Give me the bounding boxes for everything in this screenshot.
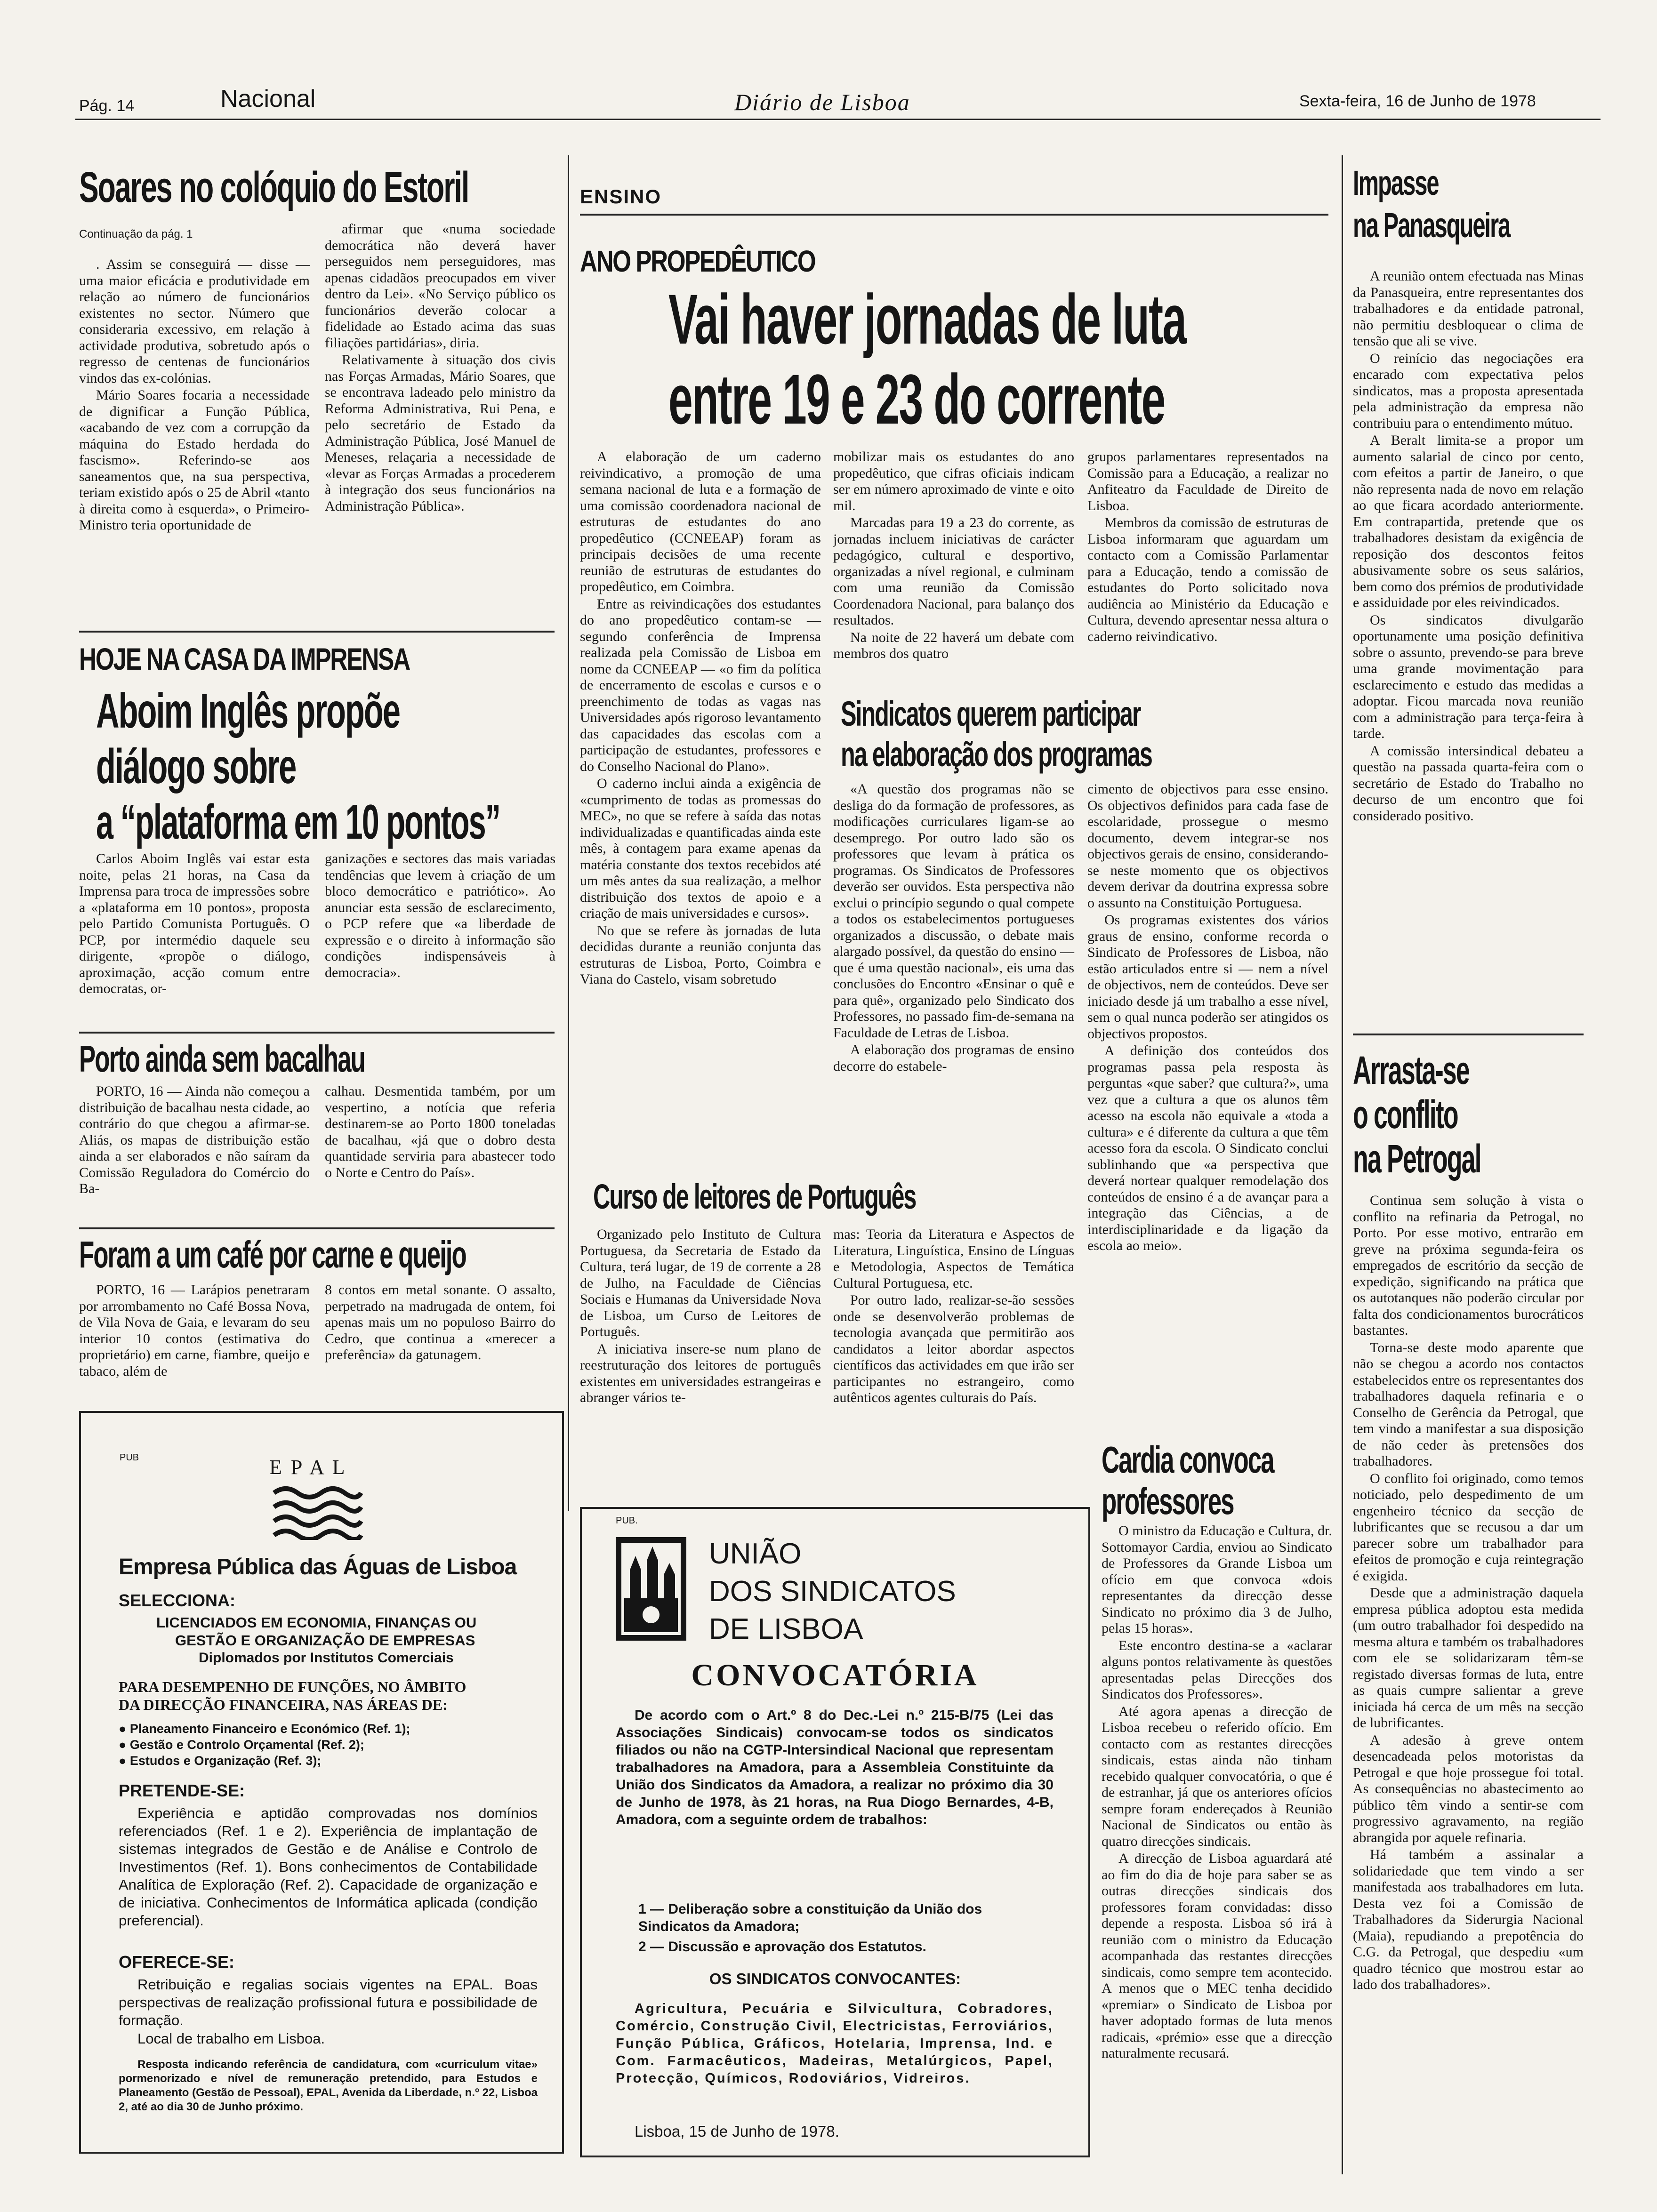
- paragraph: A iniciativa insere-se num plano de reestruturação dos leitores de português existentes em universidades estrangeiras e abranger vários te-: [580, 1341, 821, 1405]
- section-rule: [79, 1227, 555, 1229]
- section-label-ensino: ENSINO: [580, 185, 662, 208]
- aboim-headline-2: diálogo sobre: [96, 739, 296, 794]
- epal-profile-1: LICENCIADOS EM ECONOMIA, FINANÇAS OU: [156, 1614, 477, 1631]
- aboim-headline-1: Aboim Inglês propõe: [96, 684, 400, 738]
- sindicatos-column-1: [833, 781, 1074, 1075]
- epal-pub-label: PUB: [120, 1452, 139, 1463]
- epal-pretende-text: Experiência e aptidão comprovadas nos domínios referenciados (Ref. 1 e 2). Experiência de implantação de sistemas integrados de Gestão e de Análise e Controlo de Investimentos (Ref. 1). Bons conhecimentos de Contabilidade Analítica de Exploração (Ref. 2). Capacidade de organização e de iniciativa. Conhecimentos de Informática aplicada (condição preferencial).: [119, 1805, 538, 1929]
- ensino-column-3: [1087, 449, 1328, 646]
- epal-company: Empresa Pública das Águas de Lisboa: [119, 1555, 517, 1579]
- ensino-kicker: ANO PROPEDÊUTICO: [580, 244, 815, 278]
- epal-ad: [79, 1411, 564, 2154]
- paragraph: afirmar que «numa sociedade democrática não deverá haver perseguidos nem perseguidores, mas apenas cidadãos preocupados em viver dentro da Lei». «No Serviço público os funcionários deverão colocar a fidelidade ao Estado acima das suas filiações partidárias», diria.: [325, 221, 555, 351]
- paragraph: No que se refere às jornadas de luta decididas durante a reunião conjunta das estruturas de Lisboa, Porto, Coimbra e Viana do Castelo, visam sobretudo: [580, 922, 821, 987]
- impasse-text: [1353, 268, 1584, 825]
- section-rule: [79, 1032, 555, 1034]
- paragraph: A Beralt limita-se a propor um aumento salarial de cinco por cento, com efeitos a partir de Janeiro, o que não representa nada de novo em relação ao que ficara acordado anteriormente. Em contrapartida, pretende que os trabalhadores desistam da exigência de reposição dos descontos feitos abusivamente sobre os seus salários, bem como dos prémios de produtividade e assiduidade por eles reivindicados.: [1353, 433, 1584, 610]
- paragraph: Por outro lado, realizar-se-ão sessões onde se desenvolverão problemas de tecnologia avançada que permitirão aos candidatos a leitor abordar aspectos científicos das actividades em que irão ser participantes no estrangeiro, como autênticos agentes culturais do País.: [833, 1292, 1074, 1405]
- paragraph: ganizações e sectores das mais variadas tendências que levem à criação de um bloco democrático e patriótico». Ao anunciar esta sessão de esclarecimento, o PCP refere que «a liberdade de expressão e o direito à informação são condições indispensáveis à democracia».: [325, 851, 555, 980]
- paragraph: 8 contos em metal sonante. O assalto, perpetrado na madrugada de ontem, foi apenas mais um no populoso Bairro do Cedro, que continua a «merecer a preferência» da gatunagem.: [325, 1282, 555, 1362]
- paragraph: Membros da comissão de estruturas de Lisboa informaram que aguardam um contacto com a Comissão Parlamentar para a Educação, tendo a comissão de estudantes do Porto solicitado nova audiência ao Ministério da Educação e Cultura, devendo apresentar nessa altura o caderno reivindicativo.: [1087, 515, 1328, 644]
- porto-column-1: [79, 1083, 310, 1198]
- paragraph: A definição dos conteúdos dos programas passa pela resposta às perguntas «que saber? que cultura?», uma vez que a cultura a que os alunos têm acesso na escola não equivale a «toda a cultura» e é diferente da cultura a que têm acesso fora da escola. O Sindicato conclui sublinhando que «a perspectiva que deverá nortear qualquer remodelação dos conteúdos de ensino é a de avançar para a integração das Ciências, a de interdisciplinaridade e da ligação da escola ao meio».: [1087, 1043, 1328, 1253]
- paragraph: Mário Soares focaria a necessidade de dignificar a Função Pública, «acabando de vez com a corrupção da máquina do Estado herdada do fascismo». Referindo-se aos saneamentos que, na sua perspectiva, teriam existido após o 25 de Abril «tanto à direita como à esquerda», o Primeiro-Ministro teria oportunidade de: [79, 387, 310, 533]
- paragraph: mas: Teoria da Literatura e Aspectos de Literatura, Linguística, Ensino de Línguas e Metodologia, Aspectos de Temática Cultural Portuguesa, etc.: [833, 1226, 1074, 1291]
- section-rule: [580, 214, 1328, 216]
- page-number: Pág. 14: [79, 97, 135, 115]
- sindicatos-column-2: [1087, 781, 1328, 1255]
- petrogal-headline-3: na Petrogal: [1353, 1137, 1481, 1181]
- curso-column-1: [580, 1226, 821, 1407]
- uniao-name-2: DOS SINDICATOS: [709, 1575, 956, 1608]
- epal-resposta: Resposta indicando referência de candidatura, com «curriculum vitae» pormenorizado e nível de remuneração pretendido, para Estudos e Planeamento (Gestão de Pessoal), EPAL, Avenida da Liberdade, n.º 22, Lisboa 2, até ao dia 30 de Junho próximo.: [119, 2058, 538, 2113]
- petrogal-headline-1: Arrasta-se: [1353, 1048, 1469, 1092]
- paragraph: PORTO, 16 — Ainda não começou a distribuição de bacalhau nesta cidade, ao contrário do que chegou a afirmar-se. Aliás, os mapas de distribuição estão ainda a ser elaborados e não saíram da Comissão Reguladora do Comércio do Ba-: [79, 1083, 310, 1196]
- issue-date: Sexta-feira, 16 de Junho de 1978: [1299, 92, 1536, 110]
- paragraph: Torna-se deste modo aparente que não se chegou a acordo nos contactos estabelecidos entre os representantes dos trabalhadores daquela refinaria e o Conselho de Gerência da Petrogal, que tem vindo a manifestar a sua disposição de não ceder às pretensões dos trabalhadores.: [1353, 1339, 1584, 1469]
- convocatoria-date: Lisboa, 15 de Junho de 1978.: [635, 2123, 839, 2140]
- cardia-headline-1: Cardia convoca: [1102, 1439, 1274, 1481]
- epal-diplomas: Diplomados por Institutos Comerciais: [199, 1650, 454, 1666]
- epal-selecciona: SELECCIONA:: [119, 1591, 236, 1610]
- paragraph: A reunião ontem efectuada nas Minas da Panasqueira, entre representantes dos trabalhadores e da entidade patronal, não permitiu desbloquear o clima de tensão que ali se vive.: [1353, 268, 1584, 349]
- intro-date: 30 de Junho de 1978, às 21 horas,: [616, 1777, 1054, 1810]
- aboim-column-2: [325, 851, 555, 982]
- cardia-headline-2: professores: [1102, 1480, 1234, 1522]
- convocatoria-intro: [616, 1707, 1054, 1828]
- soares-column-1: [79, 256, 310, 535]
- paragraph: «A questão dos programas não se desliga do da formação de professores, as modificações curriculares ligam-se ao desemprego. Por outro lado são os professores que levam à prática os programas. Os Sindicatos de Professores deverão ser ouvidos. Esta perspectiva não exclui o princípio segundo o qual compete a todos os estabelecimentos portugueses organizados a discussão, o debate mais alargado possível, da questão do ensino — que é uma questão nacional», eis uma das conclusões do Encontro «Ensinar o quê e para quê», organizado pelo Sindicato dos Professores, no passado fim-de-semana na Faculdade de Letras de Lisboa.: [833, 781, 1074, 1041]
- curso-column-2: [833, 1226, 1074, 1407]
- paragraph: Marcadas para 19 a 23 do corrente, as jornadas incluem iniciativas de carácter pedagógico, cultural e desportivo, organizadas a nível regional, e culminam com uma reunião da Comissão Coordenadora Nacional, para balanço dos resultados.: [833, 515, 1074, 628]
- paragraph: grupos parlamentares representados na Comissão para a Educação, a realizar no Anfiteatro da Faculdade de Direito de Lisboa.: [1087, 449, 1328, 513]
- porto-headline: Porto ainda sem bacalhau: [79, 1038, 365, 1080]
- epal-oferece-heading: OFERECE-SE:: [119, 1952, 235, 1972]
- paragraph: A elaboração dos programas de ensino decorre do estabele-: [833, 1042, 1074, 1074]
- soares-column-2: [325, 221, 555, 515]
- paragraph: Os sindicatos divulgarão oportunamente uma posição definitiva sobre o assunto, prevendo-se para breve uma grande movimentação para esclarecimento e estudo das medidas a adoptar. Ficou marcada nova reunião com a administração para terça-feira à tarde.: [1353, 612, 1584, 741]
- sindicatos-headline-2: na elaboração dos programas: [841, 735, 1152, 774]
- petrogal-headline-2: o conflito: [1353, 1092, 1458, 1137]
- agenda-item-1: 1 — Deliberação sobre a constituição da União dos Sindicatos da Amadora;: [638, 1901, 982, 1934]
- list-item: ● Planeamento Financeiro e Económico (Ref. 1);: [119, 1722, 410, 1736]
- epal-oferece-text: Retribuição e regalias sociais vigentes na EPAL. Boas perspectivas de realização profissional futura e possibilidade de formação.: [119, 1976, 538, 2028]
- paragraph: Este encontro destina-se a «aclarar alguns pontos relativamente às questões apresentadas pelas Direcções dos Sindicatos dos Professores».: [1102, 1637, 1332, 1702]
- convocantes-list: Agricultura, Pecuária e Silvicultura, Cobradores, Comércio, Construção Civil, Electricistas, Ferroviários, Função Pública, Gráficos, Hotelaria, Imprensa, Ind. e Com. Farmacêuticos, Madeiras, Metalúrgicos, Papel, Protecção, Químicos, Rodoviários, Vidreiros.: [616, 2001, 1054, 2086]
- paragraph: O ministro da Educação e Cultura, dr. Sottomayor Cardia, enviou ao Sindicato de Professores da Grande Lisboa um ofício em que convoca «dois representantes da direcção desse Sindicato no próximo dia 3 de Julho, pelas 15 horas».: [1102, 1523, 1332, 1636]
- uniao-name-1: UNIÃO: [709, 1538, 802, 1570]
- uniao-ad: [580, 1507, 1090, 2157]
- paragraph: mobilizar mais os estudantes do ano propedêutico, que cifras oficiais indicam ser em número aproximado de vinte e oito mil.: [833, 449, 1074, 513]
- intro-lead: De acordo com o Art.º 8 do Dec.-Lei n.º 215-B/75 (Lei das Associações Sindicais) convocam-se todos os sindicatos filiados ou não na CGTP-Intersindical Nacional que representam trabalhadores na Amadora, para a Assembleia Constituinte da União dos Sindicatos da Amadora, a realizar no próximo dia: [616, 1707, 1054, 1793]
- list-item-text: Gestão e Controlo Orçamental (Ref. 2);: [129, 1738, 364, 1752]
- uniao-pub-label: PUB.: [616, 1515, 638, 1526]
- cardia-text: [1102, 1523, 1332, 2063]
- aboim-column-1: [79, 851, 310, 998]
- ensino-column-1: [580, 449, 821, 989]
- cafe-column-2: [325, 1282, 555, 1364]
- list-item: ● Estudos e Organização (Ref. 3);: [119, 1754, 322, 1768]
- epal-profile-2: GESTÃO E ORGANIZAÇÃO DE EMPRESAS: [175, 1632, 475, 1649]
- epal-funcoes-1: PARA DESEMPENHO DE FUNÇÕES, NO ÂMBITO: [119, 1678, 467, 1695]
- paragraph: cimento de objectivos para esse ensino. Os objectivos definidos para cada fase de escolaridade, prossegue o mesmo documento, devem integrar-se nos objectivos gerais de ensino, considerando-se neste momento que os objectivos devem derivar da doutrina expressa sobre o assunto na Constituição Portuguesa.: [1087, 781, 1328, 911]
- column-rule: [568, 155, 569, 1511]
- section-name: Nacional: [220, 85, 316, 112]
- paragraph: A elaboração de um caderno reivindicativo, a promoção de uma semana nacional de luta e a formação de uma comissão coordenadora nacional de estruturas de estudantes do ano propedêutico (CCNEEAP) foram as principais decisões de uma recente reunião de estruturas de estudantes do propedêutico, em Coimbra.: [580, 449, 821, 594]
- cafe-column-1: [79, 1282, 310, 1380]
- intro-tail: na Rua Diogo Bernardes, 4-B, Amadora, com a seguinte ordem de trabalhos:: [616, 1795, 1054, 1827]
- paragraph: Há também a assinalar a solidariedade que tem vindo a ser manifestada aos trabalhadores em luta. Desta vez foi a Comissão de Trabalhadores da Siderurgia Nacional (Maia), repudiando a prepotência do C.G. da Petrogal, que despediu «um quadro técnico que mostrou estar ao lado dos trabalhadores».: [1353, 1847, 1584, 1992]
- paragraph: A direcção de Lisboa aguardará até ao fim do dia de hoje para saber se as outras direcções sindicais dos professores foram convidadas: disso depende a resposta. Lisboa só irá à reunião com o ministro da Educação acompanhada das restantes direcções sindicais, como sempre tem acontecido. A menos que o MEC tenha decidido «premiar» o Sindicato de Lisboa por haver adoptado formas de luta menos radicais, «prémio» esse que a direcção naturalmente recusará.: [1102, 1851, 1332, 2061]
- cafe-headline: Foram a um café por carne e queijo: [79, 1234, 466, 1275]
- convocatoria-title: CONVOCATÓRIA: [691, 1658, 979, 1692]
- paragraph: Entre as reivindicações dos estudantes do ano propedêutico contam-se — segundo conferência de Imprensa realizada pela Comissão de Lisboa em nome da CCNEEAP — «o fim da política de encerramento de escolas e cursos e o preenchimento de todas as vagas nas Universidades após rigoroso levantamento das capacidades das escolas com a participação de estudantes, professores e do Conselho Nacional do Plano».: [580, 596, 821, 774]
- paragraph: . Assim se conseguirá — disse — uma maior eficácia e produtividade em relação ao número de funcionários existentes no sector. Número que consideraria excessivo, em relação à actividade produtiva, sobretudo após o regresso de centenas de funcionários vindos das ex-colónias.: [79, 256, 310, 386]
- paragraph: A comissão intersindical debateu a questão na passada quarta-feira com o secretário de Estado do Trabalho no decurso de um encontro que foi considerado positivo.: [1353, 743, 1584, 824]
- masthead: Diário de Lisboa: [734, 89, 910, 115]
- sindicatos-headline-1: Sindicatos querem participar: [841, 694, 1141, 733]
- impasse-headline-2: na Panasqueira: [1353, 206, 1510, 245]
- epal-local: Local de trabalho em Lisboa.: [137, 2030, 325, 2047]
- paragraph: PORTO, 16 — Larápios penetraram por arrombamento no Café Bossa Nova, de Vila Nova de Gaia, e levaram do seu interior 10 contos (estimativa do proprietário) em carne, fiambre, queijo e tabaco, além de: [79, 1282, 310, 1379]
- epal-pretende-heading: PRETENDE-SE:: [119, 1781, 245, 1800]
- list-item-text: Estudos e Organização (Ref. 3);: [129, 1754, 322, 1768]
- section-rule: [79, 631, 555, 633]
- list-item: ● Gestão e Controlo Orçamental (Ref. 2);: [119, 1738, 364, 1752]
- paragraph: Carlos Aboim Inglês vai estar esta noite, pelas 21 horas, na Casa da Imprensa para troca de impressões sobre a «plataforma em 10 pontos», proposta pelo Partido Comunista Português. O PCP, por intermédio daquele seu dirigente, «propõe o diálogo, aproximação, acção comum entre democratas, or-: [79, 851, 310, 996]
- paragraph: O reinício das negociações era encarado com expectativa pelos sindicatos, mas a proposta apresentada pela administração da empresa não contribuiu para o entendimento mútuo.: [1353, 350, 1584, 431]
- petrogal-text: [1353, 1193, 1584, 1994]
- paragraph: calhau. Desmentida também, por um vespertino, a notícia que referia destinarem-se ao Porto 1800 toneladas de bacalhau, «já que o dobro desta quantidade serviria para abastecer todo o Norte e Centro do País».: [325, 1083, 555, 1180]
- porto-column-2: [325, 1083, 555, 1182]
- agenda-item-2: 2 — Discussão e aprovação dos Estatutos.: [638, 1939, 926, 1955]
- aboim-kicker: HOJE NA CASA DA IMPRENSA: [79, 641, 410, 676]
- paragraph: Desde que a administração daquela empresa pública adoptou esta medida (um outro trabalhador foi despedido na mesma altura e também os trabalhadores com ele se solidarizaram têm-se registado diversas formas de luta, entre as quais cumpre salientar a greve iniciada há cerca de um mês na secção de lubrificantes.: [1353, 1585, 1584, 1731]
- epal-funcoes-2: DA DIRECÇÃO FINANCEIRA, NAS ÁREAS DE:: [119, 1696, 448, 1713]
- ensino-column-2: [833, 449, 1074, 663]
- paragraph: Continua sem solução à vista o conflito na refinaria da Petrogal, no Porto. Por esse motivo, entrarão em greve na próxima segunda-feira os empregados de escritório da secção de expedição, significando na prática que os autotanques não poderão circular por falta dos condicionamentos burocráticos bastantes.: [1353, 1193, 1584, 1338]
- paragraph: Organizado pelo Instituto de Cultura Portuguesa, da Secretaria de Estado da Cultura, terá lugar, de 19 de corrente a 28 de Julho, na Faculdade de Ciências Sociais e Humanas da Universidade Nova de Lisboa, um Curso de Leitores de Português.: [580, 1226, 821, 1339]
- waves-icon: [269, 1483, 363, 1540]
- paragraph: O caderno inclui ainda a exigência de «cumprimento de todas as promessas do MEC», no que se refere à saída das notas individualizadas e quantificadas ainda este mês, à contagem para exame apenas da matéria constante dos textos recebidos até um mês antes da sua realização, a melhor distribuição dos textos de apoio e a criação de mais universidades e cursos».: [580, 776, 821, 921]
- union-emblem-icon: [616, 1537, 686, 1641]
- paragraph: Até agora apenas a direcção de Lisboa recebeu o referido ofício. Em contacto com as restantes direcções sindicais, estas ainda não tinham recebido qualquer convocatória, o que é de estranhar, já que os anteriores ofícios sempre foram endereçados à Reunião Nacional de Sindicatos ou então às quatro direcções sindicais.: [1102, 1703, 1332, 1849]
- paragraph: Na noite de 22 haverá um debate com membros dos quatro: [833, 629, 1074, 661]
- header-rule: [75, 119, 1601, 120]
- uniao-name-3: DE LISBOA: [709, 1613, 863, 1645]
- epal-brand: E P A L: [269, 1456, 347, 1479]
- impasse-headline-1: Impasse: [1353, 163, 1439, 202]
- paragraph: Relativamente à situação dos civis nas Forças Armadas, Mário Soares, que se encontrava ladeado pelo ministro da Reforma Administrativa, Rui Pena, e pelo secretário de Estado da Administração Pública, José Manuel de Meneses, relaçaria a necessidade de «levar as Forças Armadas a procederem à integração dos seus funcionários na Administração Pública».: [325, 352, 555, 514]
- ensino-headline-2: entre 19 e 23 do corrente: [668, 360, 1165, 439]
- ensino-headline-1: Vai haver jornadas de luta: [668, 280, 1186, 359]
- soares-continuation: Continuação da pág. 1: [79, 228, 193, 240]
- list-item-text: Planeamento Financeiro e Económico (Ref. 1);: [129, 1722, 410, 1736]
- paragraph: O conflito foi originado, como temos noticiado, pelo despedimento de um engenheiro técnico da secção de lubrificantes que se recusou a dar um parecer sobre um trabalhador para efeitos de promoção e cuja reintegração é exigida.: [1353, 1470, 1584, 1584]
- curso-headline: Curso de leitores de Português: [593, 1177, 916, 1216]
- aboim-headline-3: a “plataforma em 10 pontos”: [96, 795, 500, 850]
- paragraph: Os programas existentes dos vários graus de ensino, conforme recorda o Sindicato de Professores de Lisboa, não estão articulados entre si — nem a nível de objectivos, nem de conteúdos. Deve ser iniciado desde já um trabalho a esse nível, sem o qual nunca poderão ser atingidos os objectivos propostos.: [1087, 912, 1328, 1042]
- soares-headline: Soares no colóquio do Estoril: [79, 163, 469, 211]
- section-rule: [1353, 1034, 1584, 1035]
- paragraph: A adesão à greve ontem desencadeada pelos motoristas da Petrogal e que hoje prossegue foi total. As consequências no abastecimento ao público têm vindo a sentir-se com progressivo agravamento, na região abrangida por aquele refinaria.: [1353, 1732, 1584, 1845]
- column-rule: [1342, 155, 1343, 2174]
- convocantes-heading: OS SINDICATOS CONVOCANTES:: [709, 1970, 961, 1988]
- epal-area-list: [119, 1721, 410, 1769]
